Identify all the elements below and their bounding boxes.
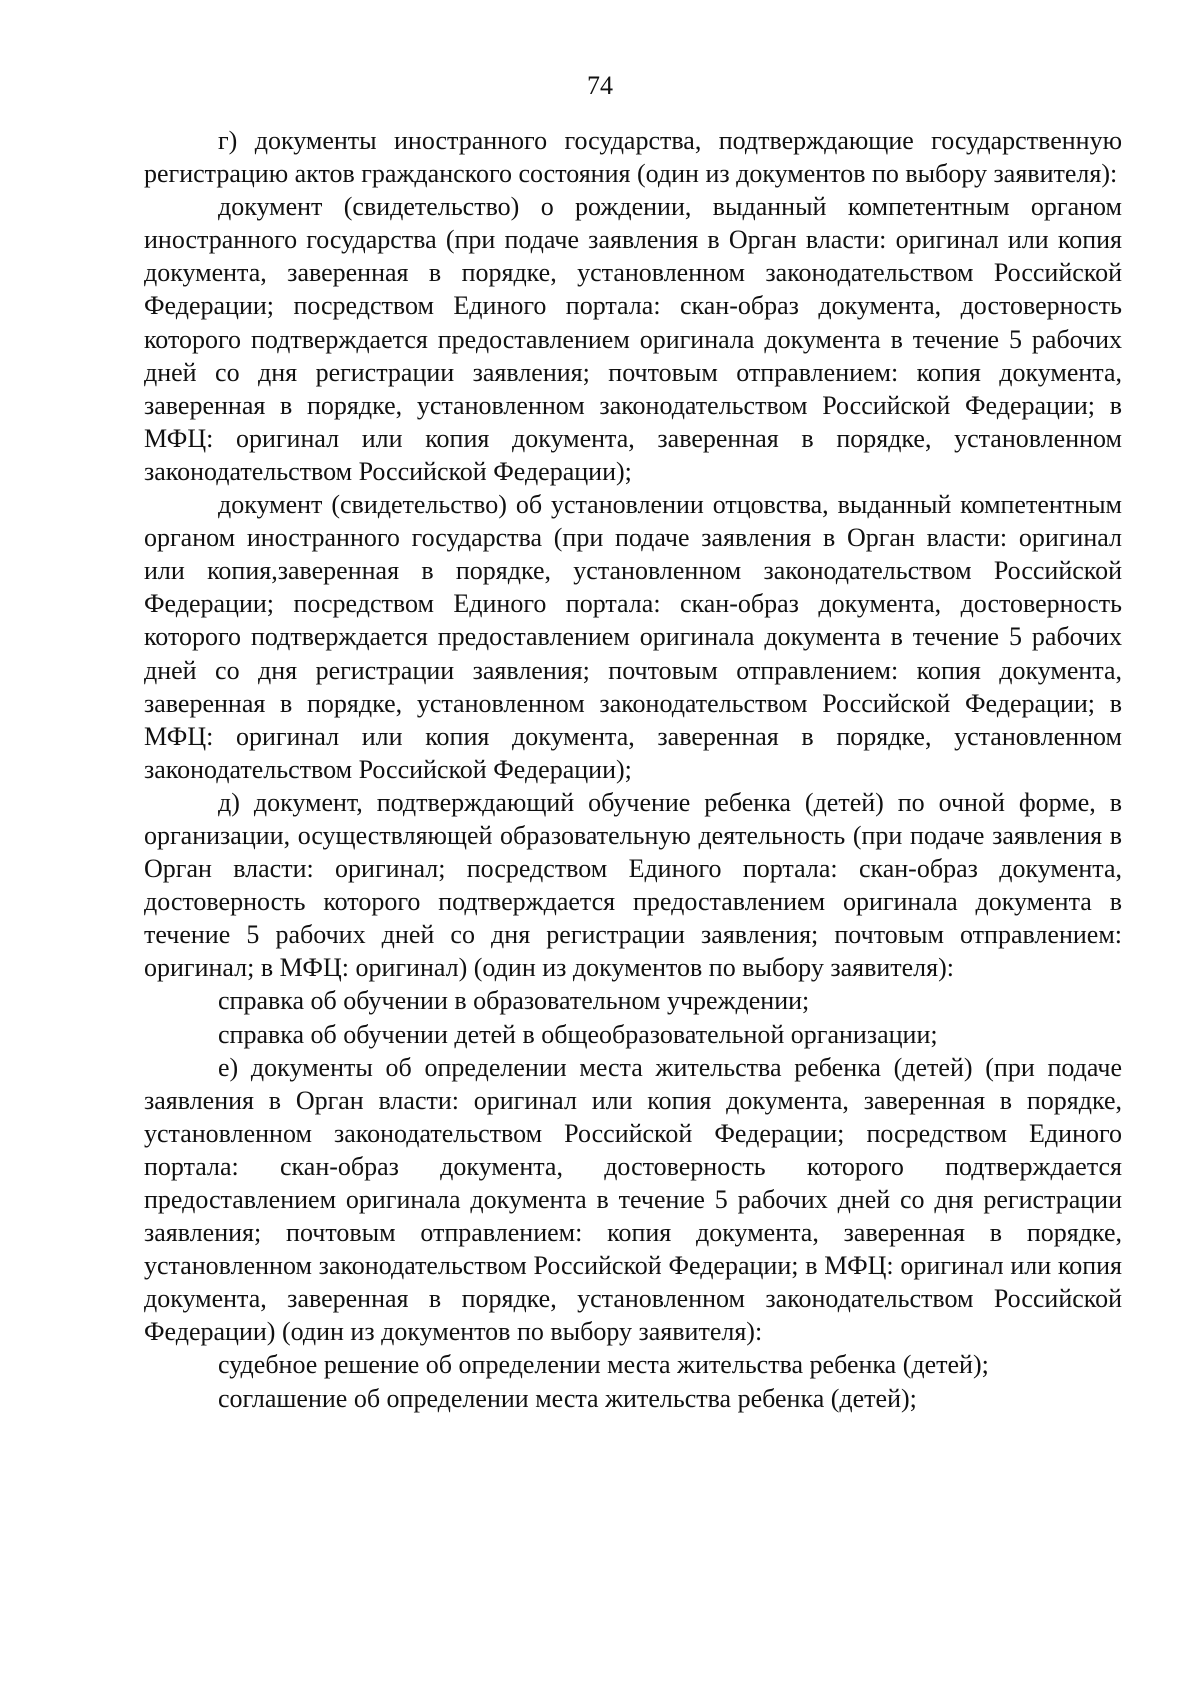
paragraph-residence-agreement: соглашение об определении места жительства ребенка (детей); <box>218 1383 917 1413</box>
paragraph-education-reference: справка об обучении в образовательном учреждении; <box>218 986 810 1016</box>
paragraph-d-education-document: д) документ, подтверждающий обучение ребенка (детей) по очной форме, в организации, осуществляющей образовательную деятельность (при подаче заявления в Орган власти: оригинал; посредством Единого портала: скан-образ документа, достоверность которого подтверждается предоставлением оригинала документа в течение 5 рабочих дней со дня регистрации заявления; почтовым отправлением: оригинал; в МФЦ: оригинал) (один из документов по выбору заявителя): <box>144 787 1122 983</box>
paragraph-paternity-certificate: документ (свидетельство) об установлении отцовства, выданный компетентным органом иностранного государства (при подаче заявления в Орган власти: оригинал или копия,заверенная в порядке, установленном законодательством Российской Федерации; посредством Единого портала: скан-образ документа, достоверность которого подтверждается предоставлением оригинала документа в течение 5 рабочих дней со дня регистрации заявления; почтовым отправлением: копия документа, заверенная в порядке, установленном законодательством Российской Федерации; в МФЦ: оригинал или копия документа, заверенная в порядке, установленном законодательством Российской Федерации); <box>144 490 1122 784</box>
paragraph-e-residence-documents: е) документы об определении места жительства ребенка (детей) (при подаче заявления в Орган власти: оригинал или копия документа, заверенная в порядке, установленном законодательством Российской Федерации; посредством Единого портала: скан-образ документа, достоверность которого подтверждается предоставлением оригинала документа в течение 5 рабочих дней со дня регистрации заявления; почтовым отправлением: копия документа, заверенная в порядке, установленном законодательством Российской Федерации; в МФЦ: оригинал или копия документа, заверенная в порядке, установленном законодательством Российской Федерации) (один из документов по выбору заявителя): <box>144 1052 1122 1347</box>
document-body <box>144 124 1122 1415</box>
paragraph-g-foreign-documents: г) документы иностранного государства, подтверждающие государственную регистрацию актов гражданского состояния (один из документов по выбору заявителя): <box>144 126 1122 189</box>
paragraph-birth-certificate: документ (свидетельство) о рождении, выданный компетентным органом иностранного государства (при подаче заявления в Орган власти: оригинал или копия документа, заверенная в порядке, установленном законодательством Российской Федерации; посредством Единого портала: скан-образ документа, достоверность которого подтверждается предоставлением оригинала документа в течение 5 рабочих дней со дня регистрации заявления; почтовым отправлением: копия документа, заверенная в порядке, установленном законодательством Российской Федерации; в МФЦ: оригинал или копия документа, заверенная в порядке, установленном законодательством Российской Федерации); <box>144 192 1122 486</box>
page-number: 74 <box>587 71 613 100</box>
paragraph-court-decision: судебное решение об определении места жительства ребенка (детей); <box>218 1350 989 1380</box>
paragraph-school-reference: справка об обучении детей в общеобразовательной организации; <box>218 1019 938 1049</box>
